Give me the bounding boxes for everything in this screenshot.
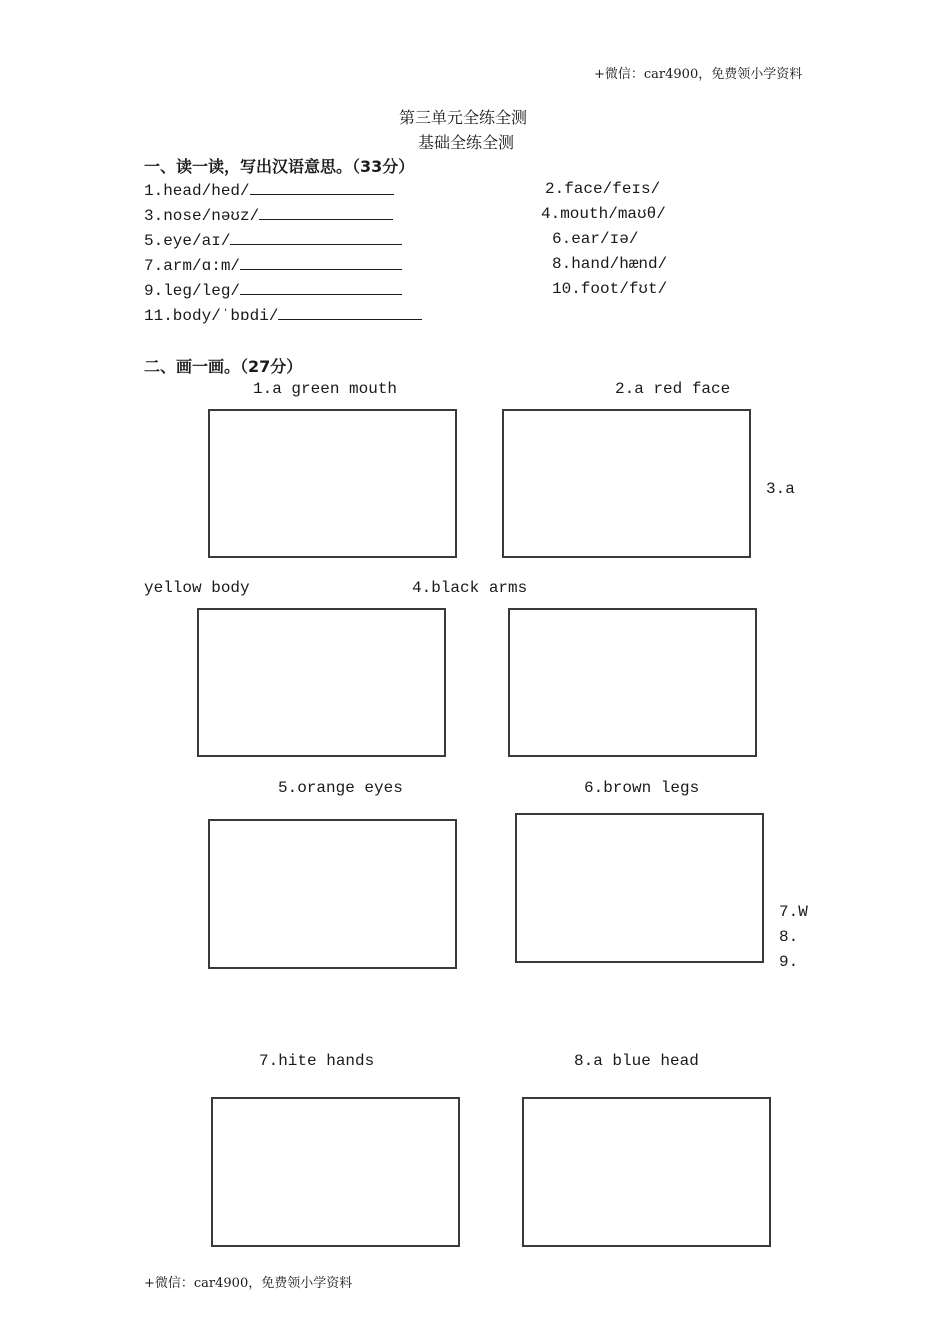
answer-blank[interactable]	[230, 230, 402, 245]
drawing-box-5[interactable]	[208, 819, 457, 969]
stray-label-9: 9.	[779, 953, 799, 971]
draw-label-8: 8.a blue head	[574, 1052, 699, 1070]
drawing-box-6[interactable]	[515, 813, 764, 963]
draw-label-6: 6.brown legs	[584, 779, 700, 797]
vocab-item-6: 6.ear/ɪə/	[552, 230, 639, 248]
vocab-item-11: 11.body/ˈbɒdi/	[144, 305, 422, 325]
draw-label-3-start: 3.a	[766, 480, 795, 498]
draw-label-2: 2.a red face	[615, 380, 731, 398]
draw-label-5: 5.orange eyes	[278, 779, 403, 797]
watermark-bottom: +微信：car4900，免费领小学资料	[144, 1276, 353, 1291]
section1-heading: 一、读一读，写出汉语意思。（33分）	[144, 157, 415, 176]
page-title: 第三单元全练全测	[399, 108, 528, 127]
answer-blank[interactable]	[240, 255, 402, 270]
vocab-item-7: 7.arm/ɑ:m/	[144, 255, 402, 275]
answer-blank[interactable]	[250, 180, 394, 195]
draw-label-4: 4.black arms	[412, 579, 528, 597]
stray-label-7: 7.W	[779, 903, 808, 921]
draw-label-1: 1.a green mouth	[253, 380, 398, 398]
drawing-box-2[interactable]	[502, 409, 751, 558]
answer-blank[interactable]	[240, 280, 402, 295]
drawing-box-4[interactable]	[508, 608, 757, 757]
drawing-box-8[interactable]	[522, 1097, 771, 1247]
answer-blank[interactable]	[278, 305, 422, 320]
vocab-item-9: 9.leg/leɡ/	[144, 280, 402, 300]
vocab-item-3: 3.nose/nəʊz/	[144, 205, 393, 225]
section2-heading: 二、画一画。（27分）	[144, 357, 303, 376]
vocab-item-1: 1.head/hed/	[144, 180, 394, 200]
answer-blank[interactable]	[259, 205, 393, 220]
drawing-box-3[interactable]	[197, 608, 446, 757]
drawing-box-7[interactable]	[211, 1097, 460, 1247]
draw-label-7: 7.hite hands	[259, 1052, 375, 1070]
draw-label-3-end: yellow body	[144, 579, 250, 597]
vocab-item-10: 10.foot/fʊt/	[552, 280, 668, 298]
page-subtitle: 基础全练全测	[418, 133, 515, 152]
drawing-box-1[interactable]	[208, 409, 457, 558]
vocab-item-4: 4.mouth/maʊθ/	[541, 205, 666, 223]
watermark-top: +微信：car4900，免费领小学资料	[594, 67, 803, 82]
vocab-item-2: 2.face/feɪs/	[545, 180, 661, 198]
vocab-item-8: 8.hand/hænd/	[552, 255, 668, 273]
stray-label-8: 8.	[779, 928, 799, 946]
vocab-item-5: 5.eye/aɪ/	[144, 230, 402, 250]
